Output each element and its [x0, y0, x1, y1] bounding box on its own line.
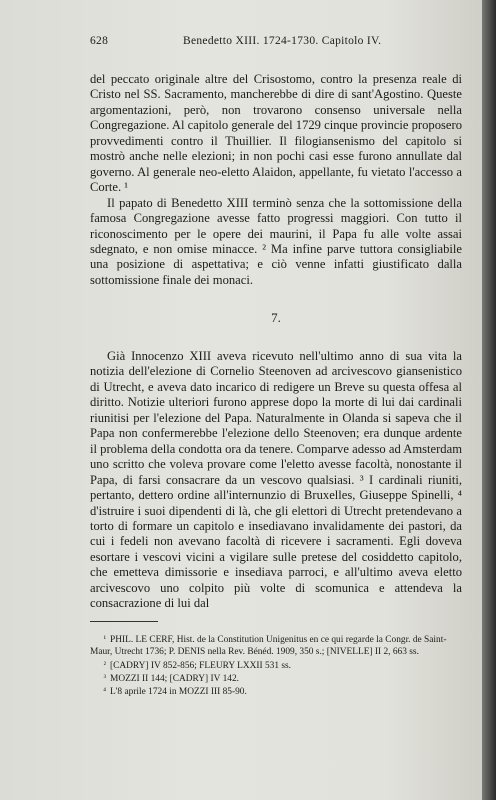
text-block-1	[90, 72, 462, 288]
footnote-rule	[90, 621, 158, 622]
footnote-text: L'8 aprile 1724 in MOZZI III 85-90.	[110, 687, 247, 698]
footnote-text: PHIL. LE CERF, Hist. de la Constitution Unigenitus en ce qui regarde la Congr. de Saint-Maur, Utrecht 1736; P. DENIS nella Rev. Bénéd. 1909, 350 s.; [NIVELLE] II 2, 663 ss.	[90, 635, 447, 658]
footnote	[90, 659, 462, 672]
footnote-text: MOZZI II 144; [CADRY] IV 142.	[110, 673, 239, 684]
footnote-text: [CADRY] IV 852-856; FLEURY LXXII 531 ss.	[110, 660, 291, 671]
paragraph: Il papato di Benedetto XIII terminò senza che la sottomissione della famosa Congregazione avesse fatto progressi maggiori. Con tutto il riconoscimento per le opere dei maurini, il Papa fu alle volte assai sdegnato, e non omise minacce. ² Ma infine parve tuttora consigliabile una posizione di aspettativa; e ciò venne infatti giustificato dalla sottomissione finale dei monaci.	[90, 195, 462, 287]
footnote-number: ⁴	[103, 686, 106, 696]
paragraph: Già Innocenzo XIII aveva ricevuto nell'ultimo anno di sua vita la notizia dell'elezione di Cornelio Steenoven ad arcivescovo giansenistico di Utrecht, e aveva dato incarico di redigere un Breve su questa offesa al diritto. Notizie ulteriori furono apprese dopo la morte di lui dai cardinali riunitisi per l'elezione del Papa. Naturalmente in Olanda si sapeva che il Papa non confermerebbe l'elezione dello Steenoven; era dunque ardente il problema della condotta ora da tenere. Comparve adesso ad Amsterdam uno scritto che voleva provare come l'eletto avesse facoltà, nonostante il Papa, di farsi consacrare da un vescovo qualsiasi. ³ I cardinali riuniti, pertanto, dettero ordine all'internunzio di Bruxelles, Giuseppe Spinelli, ⁴ d'istruire i suoi dipendenti di là, che gli elettori di Utrecht pretendevano a torto di formare un capitolo e insediavano invalidamente dei pastori, da cui i fedeli non avevano facoltà di ricevere i sacramenti. Egli doveva esortare i vescovi vicini a vigilare sulle pretese del cosiddetto capitolo, che emetteva dimissorie e insediava parroci, e all'ultimo aveva eletto arcivescovo uno colpito più volte di scomunica e attendeva la consacrazione di lui dal	[90, 349, 462, 611]
footnote	[90, 685, 462, 698]
page-number: 628	[90, 35, 109, 47]
footnote-number: ²	[103, 659, 106, 669]
section-number: 7.	[271, 310, 281, 325]
page-edge-shadow	[482, 0, 496, 800]
paragraph: del peccato originale altre del Crisostomo, contro la presenza reale di Cristo nel SS. Sacramento, mancherebbe di dire di sant'Agostino. Queste argomentazioni, però, non trovarono consenso universale nella Congregazione. Al capitolo generale del 1729 cinque provincie proposero provvedimenti contro il Thuillier. Il filogiansenismo del capitolo si mostrò anche nelle elezioni; in non pochi casi esse furono annullate dal governo. Al generale neo-eletto Alaidon, appellante, fu vietato l'accesso a Corte. ¹	[90, 72, 462, 195]
footnotes	[90, 633, 462, 698]
footnote-number: ¹	[103, 634, 106, 643]
text-block-2	[90, 349, 462, 612]
footnote	[90, 633, 462, 659]
running-title: Benedetto XIII. 1724-1730. Capitolo IV.	[183, 35, 382, 47]
footnote-number: ³	[103, 672, 106, 682]
footnote	[90, 672, 462, 685]
